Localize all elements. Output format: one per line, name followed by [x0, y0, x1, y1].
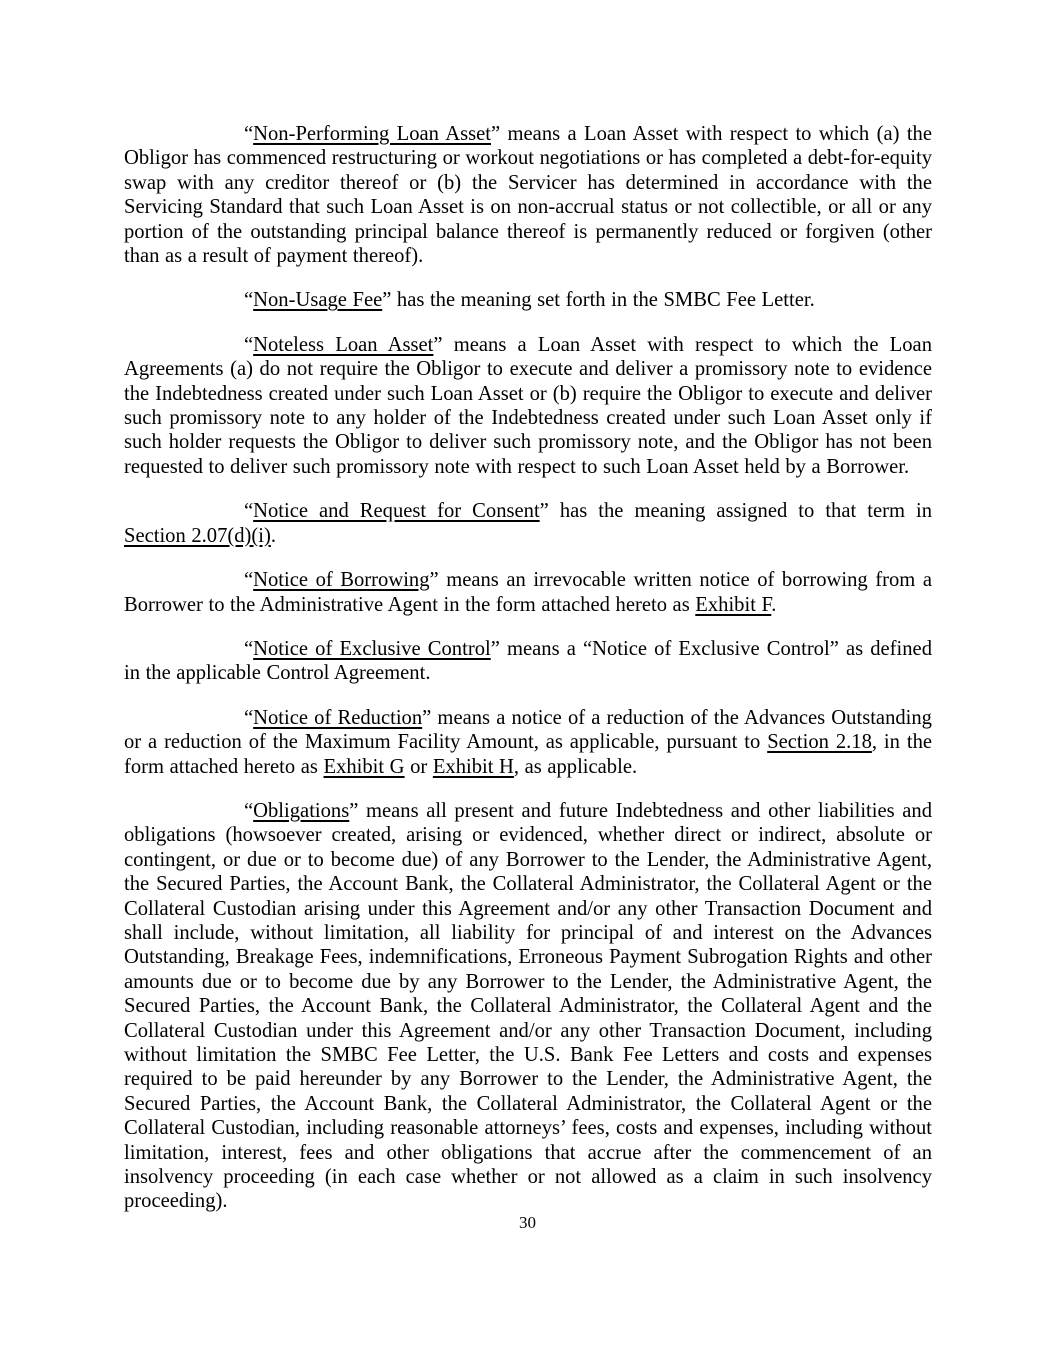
text-run: “ [244, 799, 254, 822]
underlined-term: Exhibit F [695, 593, 772, 616]
text-run: ” means a Loan Asset with respect to which (a) the Obligor has commenced restructuring or workout negotiations or has completed a debt-for-equity swap with any creditor thereof or (b) the Servicer has determined in accordance with the Servicing Standard that such Loan Asset is on non-accrual status or not collectible, or all or any portion of the outstanding principal balance thereof is permanently reduced or forgiven (other than as a result of payment thereof). [124, 123, 932, 268]
underlined-term: Notice and Request for Consent [253, 500, 540, 523]
definition-paragraph-notice-of-exclusive-control [124, 637, 932, 686]
underlined-term: Non-Performing Loan Asset [253, 123, 491, 145]
text-run: . [270, 524, 276, 547]
text-run: ” means all present and future Indebtedness and other liabilities and obligations (howsoever created, arising or evidenced, whether direct or indirect, absolute or contingent, or due or to become due) of any Borrower to the Lender, the Administrative Agent, the Secured Parties, the Account Bank, the Collateral Administrator, the Collateral Agent or the Collateral Custodian arising under this Agreement and/or any other Transaction Document and shall include, without limitation, all liability for principal of and interest on the Advances Outstanding, Breakage Fees, indemnifications, Erroneous Payment Subrogation Rights and other amounts due or to become due by any Borrower to the Lender, the Administrative Agent, the Secured Parties, the Account Bank, the Collateral Administrator, the Collateral Agent and the Collateral Custodian under this Agreement and/or any other Transaction Document, including without limitation the SMBC Fee Letter, the U.S. Bank Fee Letters and costs and expenses required to be paid hereunder by any Borrower to the Lender, the Administrative Agent, the Secured Parties, the Account Bank, the Collateral Administrator, the Collateral Agent or the Collateral Custodian, including reasonable attorneys’ fees, costs and expenses, including without limitation, interest, fees and other obligations that accrue after the commencement of an insolvency proceeding (in each case whether or not allowed as a claim in such insolvency proceeding). [124, 799, 932, 1213]
text-run: “ [244, 333, 254, 356]
text-run: , in the form attached hereto as [124, 731, 933, 778]
underlined-term: Exhibit G [323, 755, 405, 778]
definition-paragraph-notice-and-request-for-consent [124, 499, 932, 548]
text-run: ” means a Loan Asset with respect to which the Loan Agreements (a) do not require the Obligor to execute and deliver a promissory note to evidence the Indebtedness created under such Loan Asset or (b) require the Obligor to execute and deliver such promissory note to any holder of the Indebtedness created under such Loan Asset only if such holder requests the Obligor to deliver such promissory note, and the Obligor has not been requested to deliver such promissory note with respect to such Loan Asset held by a Borrower. [124, 333, 932, 478]
text-run: “ [244, 123, 254, 145]
text-run: “ [244, 706, 254, 729]
underlined-term: Obligations [253, 799, 350, 822]
underlined-term: Exhibit H [432, 755, 514, 778]
text-run: ” has the meaning assigned to that term in [539, 500, 932, 523]
definition-paragraph-non-performing-loan-asset [124, 122, 932, 268]
text-run: “ [244, 289, 254, 312]
text-run: “ [244, 637, 254, 660]
definition-paragraph-non-usage-fee [124, 288, 932, 312]
underlined-term: Section 2.07(d)(i) [124, 524, 271, 547]
definition-paragraph-noteless-loan-asset [124, 333, 932, 479]
underlined-term: Notice of Borrowing [253, 569, 430, 592]
text-run: . [771, 593, 777, 616]
underlined-term: Notice of Reduction [253, 706, 423, 729]
page-content [124, 122, 932, 1234]
underlined-term: Non-Usage Fee [253, 289, 383, 312]
text-run: ” has the meaning set forth in the SMBC Fee Letter. [382, 289, 815, 312]
definition-paragraph-notice-of-reduction [124, 706, 932, 779]
underlined-term: Notice of Exclusive Control [253, 637, 491, 660]
underlined-term: Noteless Loan Asset [253, 333, 434, 356]
text-run: , as applicable. [513, 755, 638, 778]
page-number: 30 [519, 1213, 536, 1232]
text-run: “ [244, 569, 254, 592]
text-run: ” means a notice of a reduction of the Advances Outstanding or a reduction of the Maximum Facility Amount, as applicable, pursuant to [124, 706, 932, 754]
text-run: or [404, 755, 433, 778]
underlined-term: Section 2.18 [767, 731, 872, 754]
text-run: ” means a “Notice of Exclusive Control” as defined in the applicable Control Agreement. [124, 637, 932, 685]
text-run: “ [244, 500, 254, 523]
definition-paragraph-obligations [124, 799, 932, 1214]
text-run: ” means an irrevocable written notice of borrowing from a Borrower to the Administrative Agent in the form attached hereto as [124, 569, 932, 616]
definition-paragraph-notice-of-borrowing [124, 568, 932, 617]
